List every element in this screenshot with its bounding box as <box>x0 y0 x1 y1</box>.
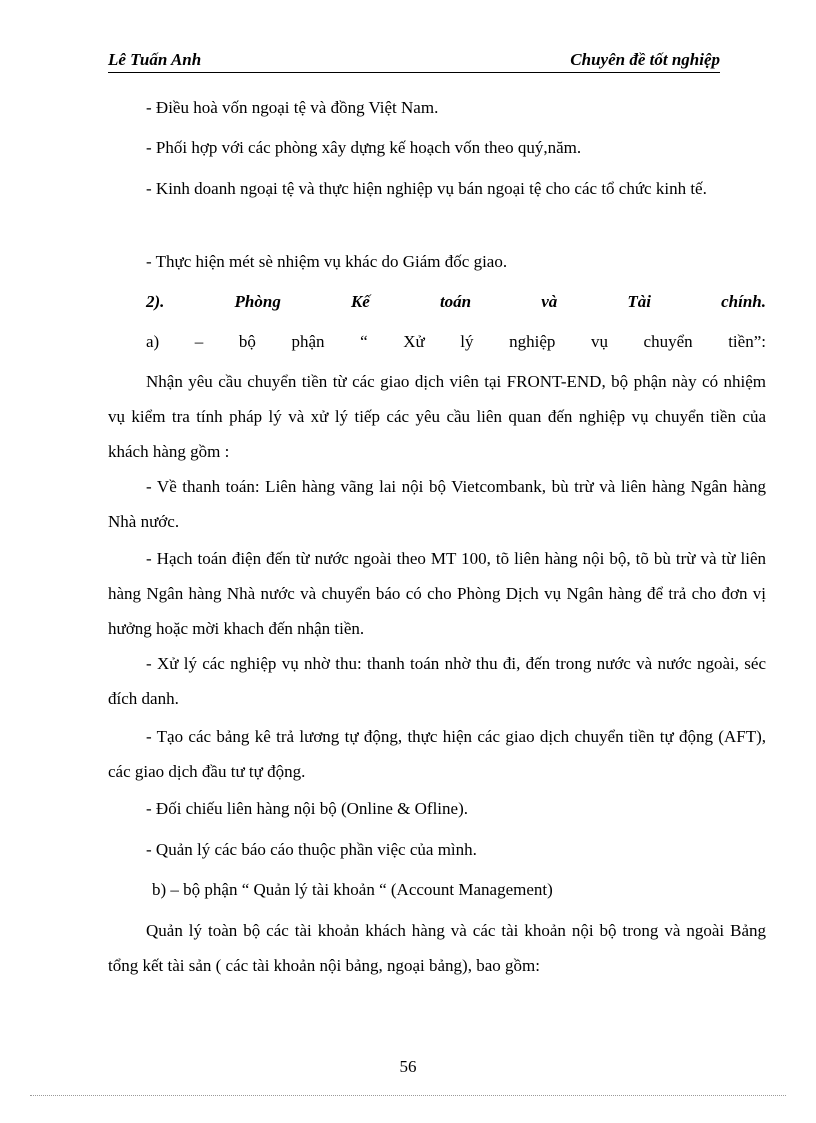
paragraph: - Xử lý các nghiệp vụ nhờ thu: thanh toán nhờ thu đi, đến trong nước và nước ngoài, séc đích danh. <box>108 654 766 708</box>
paragraph: - Điều hoà vốn ngoại tệ và đồng Việt Nam. <box>146 98 439 117</box>
paragraph: - Phối hợp với các phòng xây dựng kế hoạch vốn theo quý,năm. <box>146 138 582 157</box>
subheading-word: a) <box>146 332 160 351</box>
subheading-word: tiền”: <box>728 332 766 351</box>
heading-word: toán <box>439 292 472 311</box>
paragraph: Quản lý toàn bộ các tài khoản khách hàng và các tài khoản nội bộ trong và ngoài Bảng tổng kết tài sản ( các tài khoản nội bảng, ngoại bảng), bao gồm: <box>108 921 766 975</box>
subheading-word: phận <box>291 332 325 351</box>
heading-word: Kế <box>350 292 370 311</box>
subsection-heading-b: b) – bộ phận “ Quản lý tài khoản “ (Account Management) <box>152 880 553 899</box>
heading-word: và <box>541 292 558 311</box>
footer-divider <box>30 1095 786 1096</box>
section-heading <box>146 284 766 319</box>
paragraph: Nhận yêu cầu chuyển tiền từ các giao dịch viên tại FRONT-END, bộ phận này có nhiệm vụ kiểm tra tính pháp lý và xử lý tiếp các yêu cầu liên quan đến nghiệp vụ chuyển tiền của khách hàng gồm : <box>108 372 766 461</box>
paragraph: - Tạo các bảng kê trả lương tự động, thực hiện các giao dịch chuyển tiền tự động (AFT), các giao dịch đầu tư tự động. <box>108 727 766 781</box>
subsection-heading-a <box>146 324 766 359</box>
subheading-word: nghiệp <box>509 332 556 351</box>
paragraph: - Hạch toán điện đến từ nước ngoài theo MT 100, tõ liên hàng nội bộ, tõ bù trừ và từ liên hàng Ngân hàng Nhà nước và chuyển báo có cho Phòng Dịch vụ Ngân hàng để trả cho đơn vị hưởng hoặc mời khach đến nhận tiền. <box>108 549 766 638</box>
heading-word: Tài <box>627 292 651 311</box>
subheading-word: vụ <box>590 332 608 351</box>
paragraph: - Quản lý các báo cáo thuộc phần việc của mình. <box>146 840 477 859</box>
heading-word: chính. <box>721 292 766 311</box>
subheading-word: – <box>194 332 204 351</box>
subheading-word: lý <box>460 332 474 351</box>
paragraph: - Đối chiếu liên hàng nội bộ (Online & Ofline). <box>146 799 468 818</box>
heading-word: 2). <box>146 292 165 311</box>
header-title: Chuyên đề tốt nghiệp <box>570 50 720 69</box>
paragraph: - Về thanh toán: Liên hàng vãng lai nội bộ Vietcombank, bù trừ và liên hàng Ngân hàng Nhà nước. <box>108 477 766 531</box>
paragraph: - Thực hiện mét sè nhiệm vụ khác do Giám đốc giao. <box>146 252 508 271</box>
subheading-word: Xử <box>403 332 425 351</box>
page-number: 56 <box>399 1057 417 1076</box>
subheading-word: “ <box>360 332 368 351</box>
subheading-word: chuyển <box>643 332 693 351</box>
header-author: Lê Tuấn Anh <box>108 50 202 69</box>
subheading-word: bộ <box>238 332 256 351</box>
paragraph: - Kinh doanh ngoại tệ và thực hiện nghiệp vụ bán ngoại tệ cho các tổ chức kinh tế. <box>146 179 707 198</box>
page-header <box>108 48 720 73</box>
heading-word: Phòng <box>234 292 281 311</box>
